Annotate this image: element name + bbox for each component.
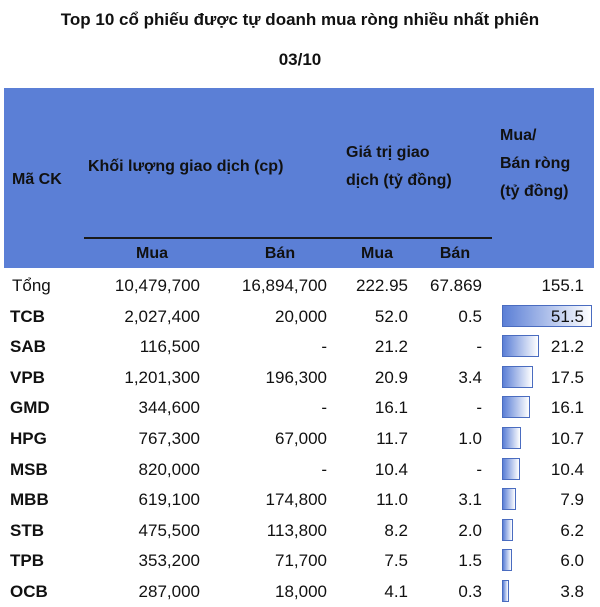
sell-value-cell: 3.4 [458,367,482,387]
buy-value-cell: 10.4 [374,459,408,479]
ticker-cell: VPB [10,367,45,387]
buy-volume-cell: 353,200 [138,551,200,571]
net-value-cell: 7.9 [560,490,584,510]
header-ticker: Mã CK [12,171,62,188]
buy-volume-cell: 344,600 [138,398,200,418]
ticker-cell: HPG [10,429,47,448]
buy-value-cell: 21.2 [374,337,408,357]
buy-volume-cell: 820,000 [138,459,200,479]
sell-volume-cell: 71,700 [275,551,327,571]
buy-value-cell: 16.1 [374,398,408,418]
sell-value-cell: 67.869 [430,276,482,295]
buy-value-cell: 8.2 [384,520,408,540]
table-row [0,454,600,485]
buy-value-cell: 11.0 [376,490,408,510]
net-bar [502,580,509,602]
sell-volume-cell: 20,000 [275,306,327,326]
buy-value-cell: 7.5 [384,551,408,571]
sell-volume-cell: 67,000 [275,429,327,448]
header-value-line1: Giá trị giao [346,144,430,161]
buy-value-cell: 4.1 [384,582,408,601]
header-sell-volume: Bán [264,245,296,262]
ticker-cell: MSB [10,459,48,479]
net-value-cell: 17.5 [550,367,584,387]
net-bar [502,488,516,510]
header-net-line1: Mua/ [500,127,537,144]
table-row [0,545,600,576]
sell-volume-cell: - [321,337,327,357]
sell-value-cell: 2.0 [458,520,482,540]
buy-volume-cell: 1,201,300 [124,367,200,387]
buy-volume-cell: 767,300 [138,429,200,448]
net-value-cell: 10.4 [550,459,584,479]
ticker-cell: TPB [10,551,44,571]
table-row [0,576,600,607]
net-value-cell: 16.1 [550,398,584,418]
sell-value-cell: 0.3 [458,582,482,601]
net-value-cell: 51.5 [550,306,584,326]
net-bar [502,549,512,571]
table-row [0,515,600,546]
buy-volume-cell: 475,500 [138,520,200,540]
net-value-cell: 10.7 [550,429,584,448]
buy-volume-cell: 2,027,400 [124,306,200,326]
header-value-line2: dịch (tỷ đồng) [346,172,452,189]
buy-value-cell: 11.7 [376,429,408,448]
sell-value-cell: - [476,337,482,357]
sell-value-cell: 1.0 [458,429,482,448]
table-row [0,484,600,515]
sell-volume-cell: 196,300 [265,367,327,387]
ticker-cell: SAB [10,337,46,357]
net-bar [502,335,539,357]
table-row [0,423,600,454]
table-row [0,331,600,362]
net-bar [502,519,513,541]
sell-value-cell: - [476,398,482,418]
sell-value-cell: - [476,459,482,479]
sell-volume-cell: - [321,398,327,418]
sell-value-cell: 3.1 [458,490,482,510]
ticker-cell: Tổng [12,276,51,295]
net-value-cell: 6.0 [560,551,584,571]
net-bar [502,396,530,418]
buy-volume-cell: 116,500 [139,337,200,357]
buy-value-cell: 20.9 [374,367,408,387]
sell-value-cell: 1.5 [458,551,482,571]
table-row-total [0,270,600,301]
table-row [0,392,600,423]
sell-volume-cell: 174,800 [265,490,327,510]
header-buy-value: Mua [361,245,393,262]
header-sell-value: Bán [439,245,471,262]
header-volume: Khối lượng giao dịch (cp) [88,158,284,175]
header-net-line3: (tỷ đồng) [500,183,569,200]
sell-volume-cell: - [321,459,327,479]
buy-volume-cell: 619,100 [138,490,200,510]
table-row [0,362,600,393]
net-value-cell: 155.1 [541,276,584,295]
ticker-cell: TCB [10,306,45,326]
sell-value-cell: 0.5 [458,306,482,326]
net-bar [502,427,521,449]
sell-volume-cell: 16,894,700 [241,276,327,295]
ticker-cell: STB [10,520,44,540]
buy-value-cell: 52.0 [374,306,408,326]
buy-volume-cell: 287,000 [138,582,200,601]
table-row [0,301,600,332]
header-buy-volume: Mua [136,245,168,262]
ticker-cell: MBB [10,490,49,510]
net-value-cell: 6.2 [560,520,584,540]
net-value-cell: 3.8 [560,582,584,601]
header-divider [84,237,492,239]
net-bar [502,458,520,480]
page-title: Top 10 cổ phiếu được tự doanh mua ròng nhiều nhất phiên [60,10,540,29]
buy-value-cell: 222.95 [356,276,408,295]
ticker-cell: OCB [10,582,48,601]
ticker-cell: GMD [10,398,50,418]
header-net-line2: Bán ròng [500,155,571,172]
sell-volume-cell: 18,000 [275,582,327,601]
sell-volume-cell: 113,800 [266,520,327,540]
net-bar [502,366,533,388]
buy-volume-cell: 10,479,700 [114,276,200,295]
page-subtitle-date: 03/10 [278,50,322,69]
net-value-cell: 21.2 [550,337,584,357]
